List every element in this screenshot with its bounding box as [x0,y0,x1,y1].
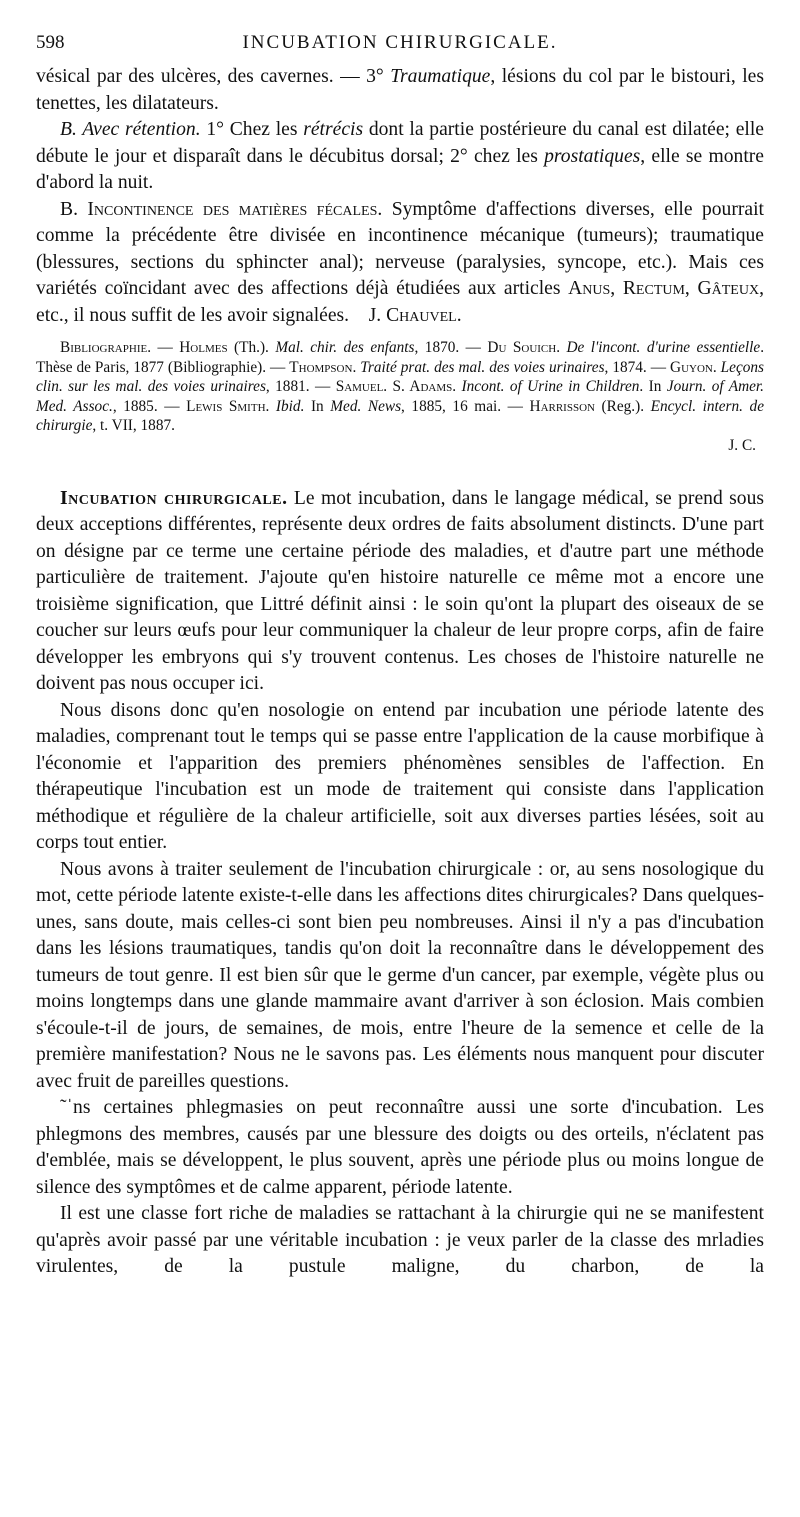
bibliography-author: Samuel. S. Adams [335,378,453,396]
bibliography-work-title: Encycl. intern. de chirurgie [36,397,764,435]
page-body [36,64,764,1281]
fecal-incontinence-heading: Incontinence des matières fécales. [87,198,383,220]
bibliography-text: . In [639,378,667,396]
running-title: INCUBATION CHIRURGICALE. [242,32,558,53]
bibliography-text: , t. VII, 1887. [92,417,175,435]
article-paragraph: Il est une classe fort riche de maladies se rattachant à la chirurgie qui ne se manifestent qu'après avoir passé par une véritable incubation : je veux parler de la classe des mrladies virulentes, de la pustule maligne, du charbon, de la [36,1203,764,1278]
bibliography-text: . [352,358,361,376]
fecal-incontinence-paragraph: B. Incontinence des matières fécales. Symptôme d'affections diverses, elle pourrait comme la précédente être divisée en incontinence mécanique (tumeurs); traumatique (blessures, sections du sphincter anal); nerveuse (paralysies, syncope, etc.). Mais ces variétés coïncidant avec des affections déjà étudiées aux articles Anus, Rectum, Gâteux, etc., il nous suffit de les avoir signalées. J. Chauvel. [36,198,764,326]
cross-references: Anus, Rectum, Gâteux [568,278,760,299]
bibliography-signature: J. C. [728,436,756,454]
bibliography-text: . [556,339,567,356]
retention-heading: Avec rétention. [82,119,201,140]
article-incubation [36,486,764,1281]
bibliography-text: In [304,397,331,415]
bibliography-text: — [151,339,180,356]
bibliography-work-title: Ibid. [275,397,305,415]
page-number: 598 [36,32,65,53]
bibliography-text: (Th.). [227,339,276,356]
article-paragraph: Nous avons à traiter seulement de l'incubation chirurgicale : or, au sens nosologique du mot, cette période latente existe-t-elle dans les affections dites chirurgicales? Dans quelques-unes, sans doute, mais celles-ci sont bien peu nombreuses. Ainsi il n'y a pas d'incubation dans les lésions traumatiques, tandis qu'on doit la reconnaître dans le développement des tumeurs de tout genre. Il est bien sûr que le germe d'un cancer, par exemple, végète plus ou moins longtemps dans une glande mammaire avant d'arriver à son éclosion. Mais combien s'écoule-t-il de jours, de semaines, de mois, entre l'heure de la semence et celle de la première manifestation? Nous ne le savons pas. Les éléments nous manquent pour discuter avec fruit de pareilles questions. [36,858,764,1092]
bibliography-text: , 1885. — [112,397,187,415]
bibliography-label: Bibliographie. [60,339,152,356]
author-signature: J. Chauvel. [368,304,462,326]
article-paragraph: Nous disons donc qu'en nosologie on entend par incubation une période latente des maladies, comprenant tout le temps qui se passe entre l'application de la cause morbifique à l'économie et l'apparition des premiers phénomènes sensibles de l'affection. En thérapeutique l'incubation est un mode de traitement qui consiste dans l'application méthodique et régulière de la chaleur artificielle, soit aux diverses parties lésées, soit au corps tout entier. [36,699,764,854]
continued-paragraph: vésical par des ulcères, des cavernes. — 3° Traumatique, lésions du col par le bistouri, les tenettes, les dilatateurs. [36,66,764,114]
bibliography-author: Guyon [670,358,713,376]
bibliography-work-title: De l'incont. d'urine essentielle [566,339,761,356]
bibliography-text: , 1885, 16 mai. — [401,397,530,415]
article-paragraph: ˜ˈns certaines phlegmasies on peut reconnaître aussi une sorte d'incubation. Les phlegmons des membres, causés par une blessure des doigts ou des orteils, n'éclatent pas d'emblée, mais se développent, le plus souvent, après une période plus ou moins longue de silence des symptômes et de calme apparent, période latente. [36,1097,764,1198]
bibliography-author: Harrisson [529,397,595,415]
bibliography-author: Du Souich [487,339,557,356]
bibliography-text: (Reg.). [594,397,651,415]
bibliography-text: , 1874. — [604,358,671,376]
bibliography [36,338,764,456]
bibliography-work-title: Mal. chir. des enfants [275,339,415,356]
bibliography-text: . Thèse de Paris, 1877 (Bibliographie). — [36,339,765,376]
bibliography-author: Thompson [289,358,353,376]
bibliography-author: Holmes [179,339,228,356]
bibliography-work-title: Journ. of Amer. Med. Assoc. [36,378,765,415]
bibliography-text: , 1870. — [414,339,488,356]
article-paragraph: Incubation chirurgicale. Le mot incubation, dans le langage médical, se prend sous deux acceptions différentes, représente deux ordres de faits absolument distincts. D'une part on désigne par ce terme une certaine période des maladies, et d'autre part une méthode particulière de traitement. J'ajoute qu'en histoire naturelle ce même mot a encore une troisième signification, que Littré définit ainsi : le soin qu'ont la plupart des oiseaux de se coucher sur leurs œufs pour leur communiquer la chaleur de leur propre corps, afin de faire développer les embryons qui s'y trouvent contenus. Les choses de l'histoire naturelle ne doivent pas nous occuper ici. [36,487,764,695]
bibliography-text: , 1881. — [265,378,336,396]
running-header [36,32,764,56]
bibliography-text: . [452,378,462,396]
bibliography-text: . [712,358,721,376]
bibliography-author: Lewis Smith [186,397,266,415]
bibliography-work-title: Med. News [330,397,402,415]
article-heading: Incubation chirurgicale. [60,487,288,509]
bibliography-text: . [265,397,276,415]
bibliography-work-title: Incont. of Urine in Children [461,378,640,396]
bibliography-work-title: Leçons clin. sur les mal. des voies urinaires [36,358,764,396]
bibliography-entries [36,338,764,436]
retention-paragraph: B. Avec rétention. 1° Chez les rétrécis dont la partie postérieure du canal est dilatée; elle débute le jour et disparaît dans le décubitus dorsal; 2° chez les prostatiques, elle se montre d'abord la nuit. [36,119,764,193]
bibliography-work-title: Traité prat. des mal. des voies urinaires [360,358,605,376]
